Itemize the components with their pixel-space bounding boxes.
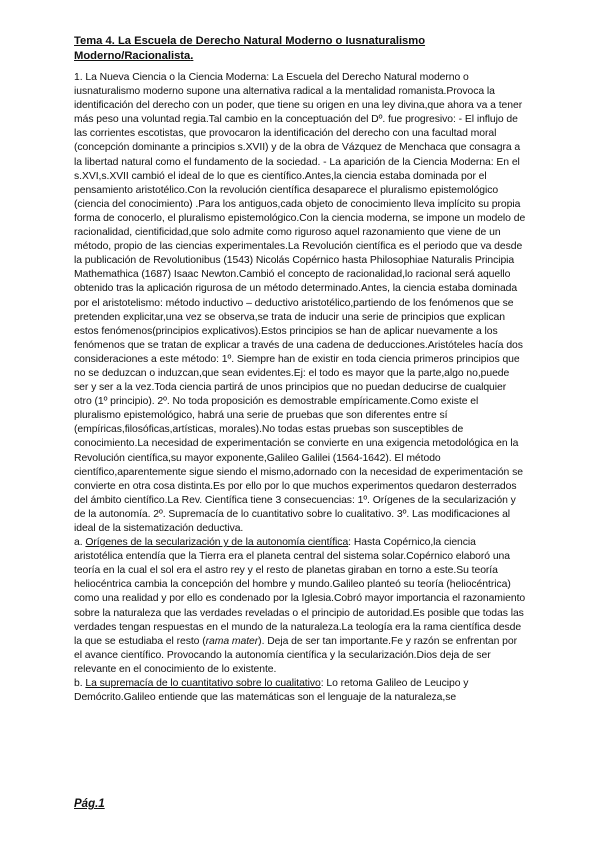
paragraph-a-italic: rama mater <box>205 635 259 647</box>
title-text: Tema 4. La Escuela de Derecho Natural Moderno o Iusnaturalismo Moderno/Racionalista <box>74 35 426 62</box>
paragraph-a-text: : Hasta Copérnico,la ciencia aristotélica entendía que la Tierra era el planeta central del sistema solar.Copérnico elaboró una teoría en la cual el sol era el astro rey y el resto de planetas giraban en torno a este.Su teoría heliocéntrica cambia la concepción del hombre y mundo.Galileo planteó su teoría (heliocéntrica) como una realidad y por ello es condenado por la Iglesia.Cobró mayor importancia el razonamiento sobre la naturaleza que las verdades reveladas o el principio de autoridad.Es posible que todas las verdades tengan respuestas en el mundo de la naturaleza.La teología era la rama científica desde la que se estudiaba el resto ( <box>74 537 526 647</box>
page-number: Pág.1 <box>74 798 105 810</box>
paragraph-b <box>74 677 526 705</box>
paragraph-a-text-end: ). Deja de ser tan importante.Fe y razón se enfrentan por el avance científico. Provocando la autonomía científica y la secularización.Dios deja de ser relevante en el conocimiento de lo existente. <box>74 635 517 675</box>
paragraph-a-heading: Orígenes de la secularización y de la autonomía científica <box>85 537 349 549</box>
paragraph-a-prefix: a. <box>74 537 86 549</box>
document-body <box>74 71 526 705</box>
paragraph-b-prefix: b. <box>74 678 86 690</box>
paragraph-a <box>74 536 526 677</box>
paragraph-1: 1. La Nueva Ciencia o la Ciencia Moderna: La Escuela del Derecho Natural moderno o iusnaturalismo moderno supone una alternativa radical a la mentalidad romanista.Provoca la identificación del derecho con un poder, que tiene su origen en una ley divina,que ahora va a tener más peso una voluntad regia.Tal cambio en la conceptuación del Dº. fue progresivo: - El influjo de las corrientes escotistas, que provocaron la identificación del derecho con una facultad moral (concepción dominante a principios s.XVII) y de la obra de Vázquez de Menchaca que consagra a la libertad natural como el fundamento de la sociedad. - La aparición de la Ciencia Moderna: En el s.XVI,s.XVII cambió el ideal de lo que es científico.Antes,la ciencia estaba dominada por el pensamiento aristotélico.Con la revolución científica desaparece el pluralismo epistemológico (ciencia del conocimiento) .Para los antiguos,cada objeto de conocimiento lleva implícito su propia forma de conocerlo, el pluralismo epistemológico.Con la ciencia moderna, se impone un modelo de racionalidad, cientificidad,que solo admite como riguroso aquel razonamiento que viene de un método, propio de las ciencias experimentales.La Revolución científica es el periodo que va desde la publicación de Revolutionibus (1543) Nicolás Copérnico hasta Philosophiae Naturalis Principia Mathemathica (1687) Isaac Newton.Cambió el concepto de racionalidad,lo racional será aquello obtenido tras la aplicación rigurosa de un método determinado.Antes, la ciencia estaba dominada por el aristotelismo: método inductivo – deductivo aristotélico,partiendo de los fenómenos que se pretenden explicitar,una vez se observa,se trata de inducir una serie de principios que explican estos fenómenos(principios explicativos).Estos principios se han de aplicar nuevamente a los fenómenos que se tratan de explicar a través de una cadena de deducciones.Aristóteles hacía dos consideraciones a este método: 1º. Siempre han de existir en toda ciencia primeros principios que no se deduzcan o induzcan,que sean evidentes.Ej: el todo es mayor que la parte,algo no,puede ser y ser a la vez.Toda ciencia partirá de unos principios que no puedan deducirse de cualquier otro (1º principio). 2º. No toda proposición es demostrable empíricamente.Como existe el pluralismo epistemológico, habrá una serie de pruebas que son diferentes entre sí (empíricas,filosóficas,artísticas, morales).No todas estas pruebas son susceptibles de conocimiento.La necesidad de experimentación se convierte en una exigencia metodológica en la Revolución científica,su mayor exponente,Galileo Galilei (1564-1642). El método científico,aparentemente sigue siendo el mismo,adornado con la necesidad de experimentación se convierte en otra cosa distinta.Es por ello por lo que muchos experimentos quedaron desterrados del ámbito científico.La Rev. Científica tiene 3 consecuencias: 1º. Orígenes de la secularización y de la autonomía. 2º. Supremacía de lo cuantitativo sobre lo cualitativo. 3º. Las modificaciones al ideal de la sistematización deductiva. <box>74 72 526 534</box>
document-title <box>74 34 526 63</box>
title-period: . <box>190 49 194 62</box>
paragraph-b-text: : Lo retoma Galileo de Leucipo y Demócrito.Galileo entiende que las matemáticas son el lenguaje de la naturaleza,se <box>74 678 469 704</box>
paragraph-b-heading: La supremacía de lo cuantitativo sobre lo cualitativo <box>85 678 321 690</box>
